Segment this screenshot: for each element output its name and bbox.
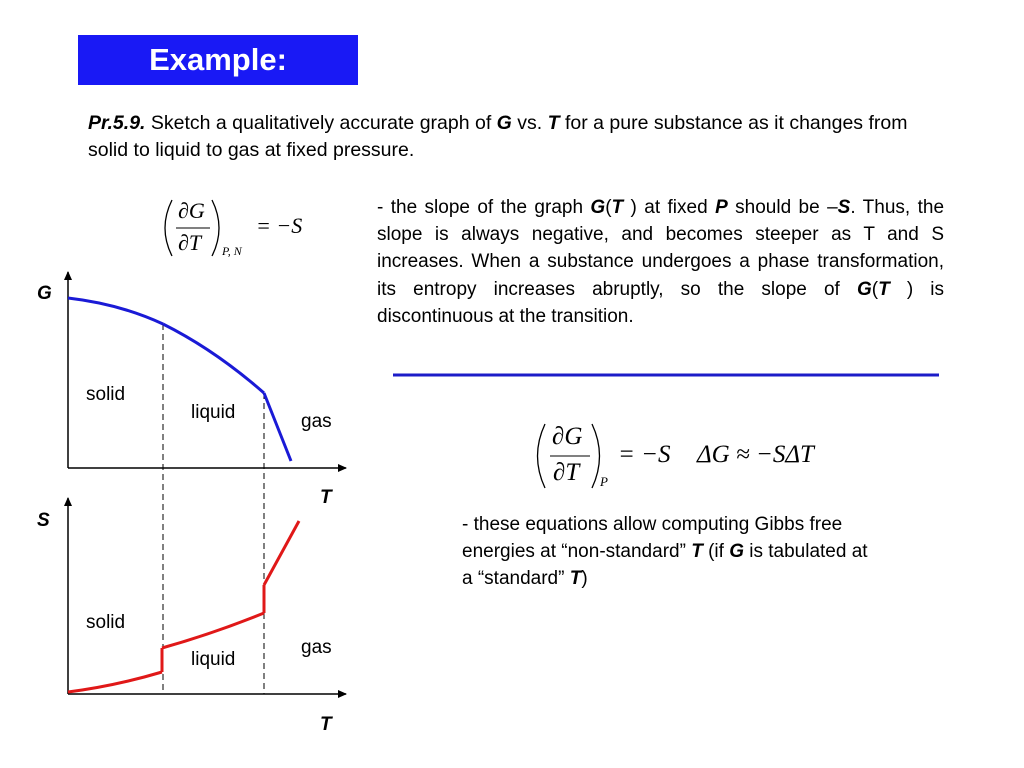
p2-g: G [729, 541, 744, 562]
eq2-approx: ΔG ≈ −SΔT [697, 441, 814, 468]
eq2-subscript: P [600, 474, 608, 489]
p1-t6: ( [871, 278, 879, 300]
g-curve-liquid [163, 324, 264, 393]
p1-p: P [715, 197, 728, 218]
p2-t: T [691, 541, 703, 562]
p1-s: S [837, 197, 851, 218]
p2-t1: - these equations allow computing Gibbs free energies at “non-standard” [462, 514, 843, 562]
s-phase-solid: solid [86, 612, 126, 633]
p1-t-2: T [878, 278, 890, 300]
problem-text-c: for a pure substance as it changes from solid to liquid to gas at fixed pressure. [88, 112, 908, 161]
p1-t2: ( [605, 197, 612, 218]
p1-t4: should be – [727, 197, 838, 218]
s-phase-gas: gas [301, 637, 332, 658]
eq1-rhs: = −S [256, 213, 303, 238]
eq2-denominator: ∂T [553, 459, 580, 486]
p2-t2: (if [702, 541, 730, 562]
p1-t1: - the slope of the graph [377, 197, 591, 218]
eq2-numerator: ∂G [552, 423, 583, 450]
problem-text-a: Sketch a qualitatively accurate graph of [145, 112, 497, 134]
g-phase-liquid: liquid [191, 402, 236, 423]
g-axis-label: G [37, 283, 52, 304]
eq1-denominator: ∂T [178, 230, 202, 255]
s-curve-gas [264, 521, 299, 585]
eq2-rhs: = −S [618, 441, 671, 468]
p1-g2: G [856, 278, 872, 300]
p2-t3: is tabulated at a “standard” [462, 541, 868, 589]
p1-t5: . Thus, the slope is always negative, and becomes steeper as T and S increases. When a substance undergoes a phase transformation, its entropy increases abruptly, so the slope of [377, 197, 945, 300]
p1-t3: ) at fixed [623, 197, 716, 218]
g-phase-solid: solid [86, 384, 126, 405]
problem-ref: Pr.5.9. [88, 112, 146, 134]
eq1-subscript: P, N [222, 244, 242, 258]
problem-var-t: T [547, 112, 560, 134]
g-curve-solid [68, 298, 163, 324]
p1-t: T [611, 197, 624, 218]
p1-t7: ) is discontinuous at the transition. [377, 278, 944, 327]
p2-t-2: T [569, 568, 582, 589]
s-curve-solid [68, 672, 162, 692]
p2-t4: ) [581, 568, 588, 589]
s-curve-liquid [162, 613, 264, 648]
problem-var-g: G [496, 112, 512, 134]
slide-title: Example: [78, 35, 358, 85]
s-x-axis-label: T [320, 714, 332, 735]
problem-text-b: vs. [511, 112, 548, 134]
p1-g: G [590, 197, 606, 218]
s-axis-label: S [37, 510, 50, 531]
s-phase-liquid: liquid [191, 649, 236, 670]
g-x-axis-label: T [320, 487, 332, 508]
g-phase-gas: gas [301, 411, 332, 432]
g-curve-gas [264, 393, 291, 461]
eq1-numerator: ∂G [178, 198, 205, 223]
